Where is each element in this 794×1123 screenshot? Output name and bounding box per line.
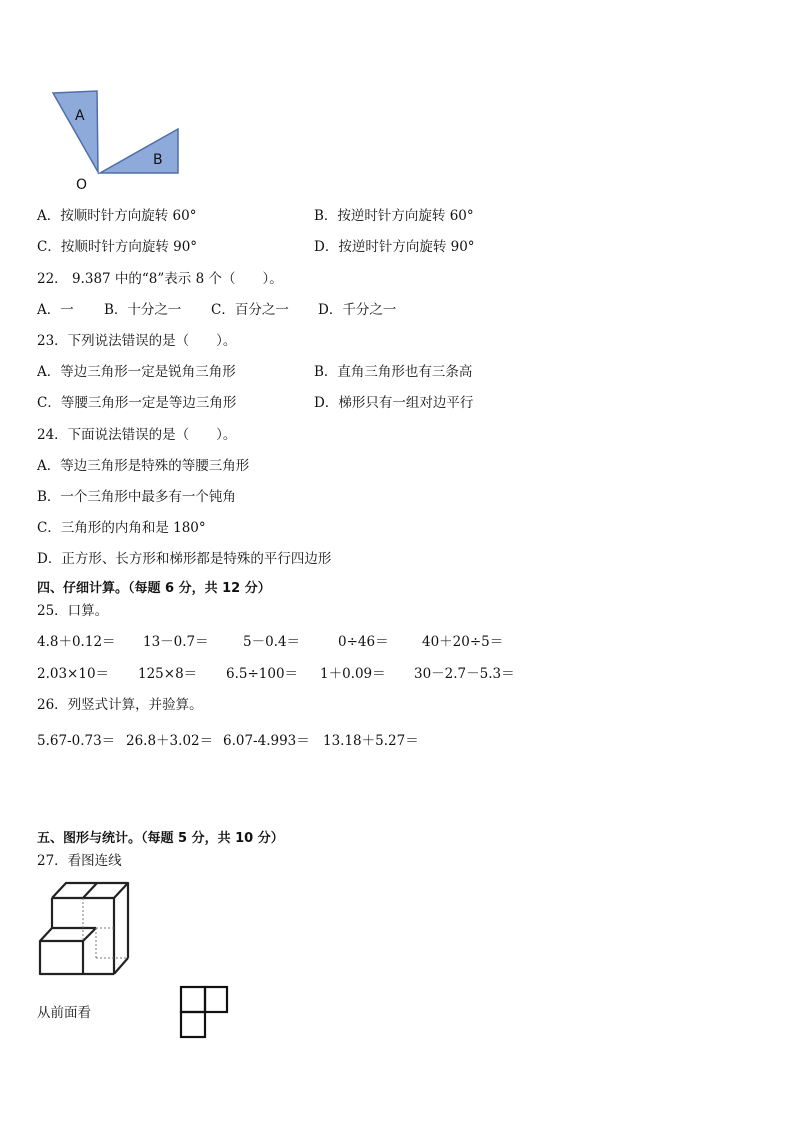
triangle-b bbox=[100, 129, 178, 173]
q23-option-b: B．直角三角形也有三条高 bbox=[314, 364, 473, 380]
q26-item: 13.18＋5.27＝ bbox=[323, 733, 419, 749]
label-o: O bbox=[76, 177, 88, 193]
q26-item: 6.07-4.993＝ bbox=[223, 733, 310, 749]
q24-option-a: A．等边三角形是特殊的等腰三角形 bbox=[37, 458, 250, 474]
q25-item: 5－0.4＝ bbox=[243, 634, 301, 650]
cube-solid-figure bbox=[36, 878, 136, 978]
q25-item: 30－2.7－5.3＝ bbox=[414, 666, 515, 682]
q25-question: 25．口算。 bbox=[37, 603, 109, 619]
q24-option-c: C．三角形的内角和是 180° bbox=[37, 520, 206, 536]
q27-question: 27．看图连线 bbox=[37, 853, 122, 869]
q23-option-c: C．等腰三角形一定是等边三角形 bbox=[37, 395, 237, 411]
q22-option-a: A．一 bbox=[37, 302, 74, 318]
q25-item: 0÷46＝ bbox=[338, 634, 389, 650]
q22-option-c: C．百分之一 bbox=[211, 302, 289, 318]
q22-option-d: D．千分之一 bbox=[318, 302, 397, 318]
triangle-a bbox=[53, 91, 98, 172]
q25-item: 2.03×10＝ bbox=[37, 666, 110, 682]
q25-item: 1＋0.09＝ bbox=[320, 666, 386, 682]
q22-option-b: B．十分之一 bbox=[104, 302, 182, 318]
q27-view-label: 从前面看 bbox=[37, 1005, 91, 1021]
q25-item: 40＋20÷5＝ bbox=[422, 634, 504, 650]
q26-question: 26．列竖式计算，并验算。 bbox=[37, 697, 203, 713]
q21-option-d: D．按逆时针方向旋转 90° bbox=[314, 239, 475, 255]
q23-option-a: A．等边三角形一定是锐角三角形 bbox=[37, 364, 236, 380]
q26-item: 26.8＋3.02＝ bbox=[126, 733, 214, 749]
label-a: A bbox=[75, 108, 85, 124]
q25-item: 13－0.7＝ bbox=[143, 634, 209, 650]
label-b: B bbox=[153, 152, 163, 168]
q23-question: 23．下列说法错误的是（ ）。 bbox=[37, 333, 237, 349]
q24-option-b: B．一个三角形中最多有一个钝角 bbox=[37, 489, 236, 505]
rotation-figure bbox=[40, 80, 200, 200]
q24-option-d: D．正方形、长方形和梯形都是特殊的平行四边形 bbox=[37, 551, 332, 567]
q21-option-c: C．按顺时针方向旋转 90° bbox=[37, 239, 198, 255]
section4-heading: 四、仔细计算。（每题 6 分，共 12 分） bbox=[37, 581, 271, 596]
q26-item: 5.67-0.73＝ bbox=[37, 733, 116, 749]
q25-item: 4.8＋0.12＝ bbox=[37, 634, 116, 650]
q21-option-a: A．按顺时针方向旋转 60° bbox=[37, 208, 197, 224]
q24-question: 24．下面说法错误的是（ ）。 bbox=[37, 427, 237, 443]
q25-item: 6.5÷100＝ bbox=[226, 666, 299, 682]
section5-heading: 五、图形与统计。（每题 5 分，共 10 分） bbox=[37, 831, 284, 846]
q22-question: 22． 9.387 中的“8”表示 8 个（ ）。 bbox=[37, 271, 283, 287]
q23-option-d: D．梯形只有一组对边平行 bbox=[314, 395, 474, 411]
q25-item: 125×8＝ bbox=[138, 666, 198, 682]
front-view-grid bbox=[178, 984, 230, 1040]
q21-option-b: B．按逆时针方向旋转 60° bbox=[314, 208, 474, 224]
